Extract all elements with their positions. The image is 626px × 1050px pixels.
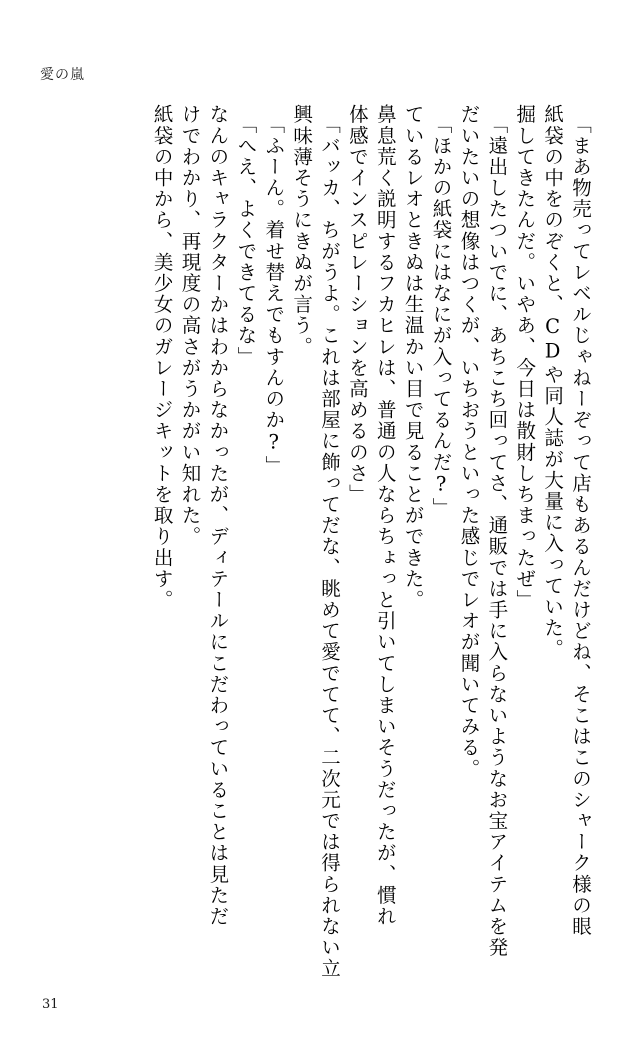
- text-column: 紙袋の中をのぞくと、CDや同人誌が大量に入っていた。: [541, 104, 565, 660]
- text-column: だいたいの想像はつくが、いちおうといった感じでレオが聞いてみる。: [457, 104, 481, 780]
- running-head-title: 愛の嵐: [40, 67, 85, 83]
- text-column: 掘してきたんだ。いやあ、今日は散財しちまったぜ」: [513, 104, 537, 611]
- text-column: ているレオときぬは生温かい目で見ることができた。: [401, 104, 425, 611]
- text-column: 「へえ、よくできてるな」: [234, 114, 258, 368]
- text-column: 「ほかの紙袋にはなにが入ってるんだ?」: [429, 114, 453, 519]
- text-column: 「バッカ、ちがうよ。これは部屋に飾ってだな、眺めて愛でてて、二次元では得られない立: [317, 114, 341, 980]
- page-number: 31: [42, 997, 59, 1012]
- text-column: なんのキャラクターかはわからなかったが、ディテールにこだわっていることは見ただ: [206, 104, 230, 927]
- text-column: 体感でインスピレーションを高めるのさ」: [345, 104, 369, 505]
- text-column: 「ふーん。着せ替えでもすんのか?」: [262, 114, 286, 477]
- text-column: 興味薄そうにきぬが言う。: [290, 104, 314, 358]
- text-column: 紙袋の中から、美少女のガレージキットを取り出す。: [150, 104, 174, 611]
- text-column: 「まあ物売ってレベルじゃねーぞって店もあるんだけどね、そこはこのシャーク様の眼: [569, 114, 592, 937]
- text-column: けでわかり、再現度の高さがうかがい知れた。: [178, 104, 202, 548]
- text-column: 「遠出したついでに、あちこち回ってさ、通販では手に入らないようなお宝アイテムを発: [485, 114, 509, 958]
- text-column: 鼻息荒く説明するフカヒレは、普通の人ならちょっと引いてしまいそうだったが、慣れ: [373, 104, 397, 927]
- vertical-text-block: [144, 104, 590, 984]
